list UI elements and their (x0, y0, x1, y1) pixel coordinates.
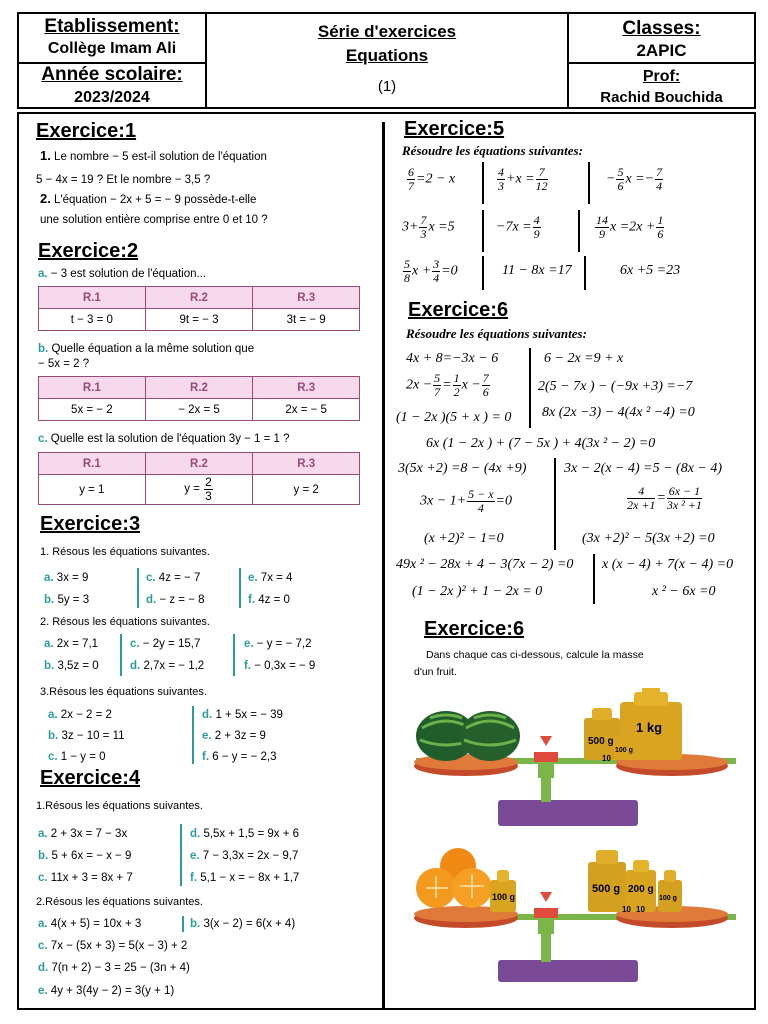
ex6-eq-14: 49x ² − 28x + 4 − 3(7x − 2) =0 (396, 557, 574, 572)
ex6-eq-6: 8x (2x −3) − 4(4x ² −4) =0 (542, 405, 695, 420)
ex1-q1-line1: Le nombre − 5 est-il solution de l'équation (54, 151, 267, 163)
ex3-p1-c: c. 4z = − 7 (146, 572, 201, 584)
ex5-instr: Résoudre les équations suivantes: (402, 143, 583, 158)
ex2-b-val-3: 2x = − 5 (253, 399, 360, 421)
weight-label-500g-right: 500 g (592, 883, 621, 895)
ex2-c-frac-den: 3 (205, 489, 212, 503)
ex6-eq-9: 3x − 2(x − 4) =5 − (8x − 4) (564, 461, 723, 476)
ex3-p3-a: a. 2x − 2 = 2 (48, 709, 112, 721)
ex6-eq-10: 3x − 1+ $\frac{5 - x}{4}$ =0 (420, 487, 512, 515)
weight-label-1kg: 1 kg (636, 720, 663, 735)
ex2-c-text: Quelle est la solution de l'équation 3y − 1 = 1 ? (50, 433, 290, 445)
ex1-q1-line2: 5 − 4x = 19 ? Et le nombre − 3,5 ? (36, 174, 211, 186)
ex3-p3-b: b. 3z − 10 = 11 (48, 730, 125, 742)
ex3-p2-b: b. 3,5z = 0 (44, 660, 99, 672)
ex2-c-frac-num: 2 (205, 475, 212, 490)
ex1-q1-number: 1. (40, 148, 51, 163)
ex2-c-head-3: R.3 (253, 453, 360, 475)
ex3-p1-a: a. 3x = 9 (44, 572, 89, 584)
ex3-p1: 1. Résous les équations suivantes. (40, 546, 210, 558)
ex2-c-val-3: y = 2 (253, 475, 360, 505)
ex4-p1-e: e. 7 − 3,3x = 2x − 9,7 (190, 850, 299, 862)
ex7-text-2: d'un fruit. (414, 666, 457, 678)
weight-label-10-a: 10 (622, 905, 631, 914)
ex2-a-text: − 3 est solution de l'équation... (50, 268, 207, 280)
weight-label-100g-right: 100 g (659, 895, 677, 902)
ex3-p3-c: c. 1 − y = 0 (48, 751, 106, 763)
balance-watermelon-illustration (408, 688, 744, 838)
ex2-c-table (38, 452, 360, 505)
ex2-c-val-2: y = (184, 483, 204, 496)
ex4-p1: 1.Résous les équations suivantes. (36, 800, 203, 812)
ex7-title: Exercice:6 (424, 618, 525, 640)
orange-icon (416, 848, 492, 908)
ex2-a-val-3: 3t = − 9 (253, 309, 360, 331)
ex4-p2-a: a. 4(x + 5) = 10x + 3 (38, 918, 142, 930)
ex2-c-val-1: y = 1 (39, 475, 146, 505)
ex4-p2-d: d. 7(n + 2) − 3 = 25 − (3n + 4) (38, 962, 190, 974)
ex5-eq-8: 11 − 8x =17 (502, 263, 572, 278)
ex6-eq-17: x ² − 6x =0 (652, 584, 716, 599)
weight-label-200g: 200 g (628, 884, 654, 895)
watermelon-icon (416, 711, 520, 761)
ex6-eq-7: 6x (1 − 2x ) + (7 − 5x ) + 4(3x ² − 2) =0 (426, 436, 656, 451)
ex3-p2: 2. Résous les équations suivantes. (40, 616, 210, 628)
ex6-eq-15: x (x − 4) + 7(x − 4) =0 (602, 557, 734, 572)
ex2-c-head-2: R.2 (145, 453, 253, 475)
ex4-p2-b: b. 3(x − 2) = 6(x + 4) (190, 918, 296, 930)
ex2-title: Exercice:2 (38, 240, 139, 262)
ex4-p2-c: c. 7x − (5x + 3) = 5(x − 3) + 2 (38, 940, 188, 952)
header-box (17, 12, 756, 109)
ex3-p3-f: f. 6 − y = − 2,3 (202, 751, 277, 763)
ex2-b-head-2: R.2 (145, 377, 253, 399)
ex2-b-val-1: 5x = − 2 (39, 399, 146, 421)
ex2-a-head-3: R.3 (253, 287, 360, 309)
ex3-p3: 3.Résous les équations suivantes. (40, 686, 207, 698)
ex1-title: Exercice:1 (36, 120, 137, 142)
ex6-eq-16: (1 − 2x )² + 1 − 2x = 0 (412, 584, 543, 599)
ex3-p3-d: d. 1 + 5x = − 39 (202, 709, 283, 721)
ex2-a-head-1: R.1 (39, 287, 146, 309)
ex5-eq-1: $\frac{6}{7}$ =2 − x (408, 165, 456, 193)
ex4-title: Exercice:4 (40, 767, 141, 789)
ex6-title: Exercice:6 (408, 299, 509, 321)
ex2-a-val-1: t − 3 = 0 (39, 309, 146, 331)
ex3-p2-a: a. 2x = 7,1 (44, 638, 99, 650)
ex1-q2-line1: L'équation − 2x + 5 = − 9 possède-t-elle (54, 194, 257, 206)
ex2-a-label: a. (38, 268, 48, 280)
ex3-p1-f: f. 4z = 0 (248, 594, 290, 606)
ex2-b-val-2: − 2x = 5 (145, 399, 253, 421)
serie-subject: Equations (345, 46, 429, 65)
ex2-a-table (38, 286, 360, 331)
ex6-eq-3: 2x − $\frac{5}{7}$ = $\frac{1}{2}$ x − $\frac{7}{6}$ (406, 371, 489, 399)
ex5-title: Exercice:5 (404, 118, 505, 140)
ex6-eq-2: 6 − 2x =9 + x (544, 351, 624, 366)
ex7-text-1: Dans chaque cas ci-dessous, calcule la masse (426, 649, 644, 661)
ex2-c-fraction (204, 476, 213, 502)
weight-label-100g-left: 100 g (492, 892, 516, 902)
weight-label-500g: 500 g (588, 736, 614, 747)
ex5-eq-4: 3+ $\frac{7}{3}$ x =5 (402, 213, 455, 241)
ex6-eq-11: $\frac{4}{2x +1}$ = $\frac{6x - 1}{\text{3x ² +1}}$ (627, 484, 702, 512)
classes-label: Classes: (622, 18, 701, 39)
weight-100g-left-icon (490, 870, 516, 912)
ex2-b-table (38, 376, 360, 421)
ex2-a-head-2: R.2 (145, 287, 253, 309)
ex4-p1-c: c. 11x + 3 = 8x + 7 (38, 872, 133, 884)
ex4-p2: 2.Résous les équations suivantes. (36, 896, 203, 908)
annee-label: Année scolaire: (41, 64, 183, 85)
ex4-p1-f: f. 5,1 − x = − 8x + 1,7 (190, 872, 300, 884)
weight-100g-right-icon (658, 870, 682, 912)
ex5-eq-7: $\frac{5}{8}$ x + $\frac{3}{4}$ =0 (404, 257, 458, 285)
annee-value: 2023/2024 (74, 89, 150, 106)
ex4-p1-a: a. 2 + 3x = 7 − 3x (38, 828, 128, 840)
ex6-eq-5: (1 − 2x )(5 + x ) = 0 (396, 410, 512, 425)
ex3-p2-d: d. 2,7x = − 1,2 (130, 660, 205, 672)
ex1-q2-number: 2. (40, 191, 51, 206)
etab-value: Collège Imam Ali (47, 40, 177, 57)
ex2-c-head-1: R.1 (39, 453, 146, 475)
ex6-instr: Résoudre les équations suivantes: (406, 326, 587, 341)
balance-orange-illustration (408, 840, 744, 990)
ex3-p1-d: d. − z = − 8 (146, 594, 205, 606)
weight-label-100g: 100 g (615, 747, 633, 754)
weight-label-10: 10 (602, 754, 611, 763)
ex4-p2-e: e. 4y + 3(4y − 2) = 3(y + 1) (38, 985, 175, 997)
ex3-p1-e: e. 7x = 4 (248, 572, 293, 584)
ex5-eq-9: 6x +5 =23 (620, 263, 681, 278)
ex6-eq-12: (x +2)² − 1=0 (424, 531, 504, 546)
ex6-eq-4: 2(5 − 7x ) − (−9x +3) =−7 (538, 379, 693, 394)
ex2-a-val-2: 9t = − 3 (145, 309, 253, 331)
ex3-p2-f: f. − 0,3x = − 9 (244, 660, 316, 672)
ex2-b-text-2: − 5x = 2 ? (38, 358, 90, 370)
ex3-p2-c: c. − 2y = 15,7 (130, 638, 201, 650)
serie-number: (1) (377, 78, 397, 95)
ex3-p3-e: e. 2 + 3z = 9 (202, 730, 266, 742)
ex4-p1-b: b. 5 + 6x = − x − 9 (38, 850, 132, 862)
ex2-c-val-2-cell (145, 475, 253, 505)
ex5-eq-5: −7x = $\frac{4}{9}$ (496, 213, 540, 241)
ex1-q2-line2: une solution entière comprise entre 0 et 10 ? (40, 214, 268, 226)
serie-title: Série d'exercices (317, 22, 457, 41)
ex3-p1-b: b. 5y = 3 (44, 594, 90, 606)
ex4-p1-d: d. 5,5x + 1,5 = 9x + 6 (190, 828, 300, 840)
ex6-eq-8: 3(5x +2) =8 − (4x +9) (398, 461, 527, 476)
ex2-b-label: b. (38, 343, 49, 355)
ex2-b-head-1: R.1 (39, 377, 146, 399)
ex2-b-head-3: R.3 (253, 377, 360, 399)
ex5-eq-6: $\frac{14}{9}$ x =2x + $\frac{1}{6}$ (596, 213, 664, 241)
weight-label-10-b: 10 (636, 905, 645, 914)
ex5-eq-3: − $\frac{5}{6}$ x =− $\frac{7}{4}$ (606, 165, 663, 193)
ex5-eq-2: $\frac{4}{3}$ +x = $\frac{7}{12}$ (498, 165, 548, 193)
prof-label: Prof: (642, 68, 681, 85)
ex2-c-label: c. (38, 433, 48, 445)
ex3-title: Exercice:3 (40, 513, 141, 535)
ex6-eq-13: (3x +2)² − 5(3x +2) =0 (582, 531, 715, 546)
weight-500g-right-icon (588, 850, 626, 912)
ex2-b-text-1: Quelle équation a la même solution que (51, 343, 255, 355)
ex6-eq-1: 4x + 8=−3x − 6 (406, 351, 499, 366)
classes-value: 2APIC (636, 41, 687, 60)
column-divider (382, 122, 385, 1010)
etab-label: Etablissement: (44, 16, 180, 37)
ex3-p2-e: e. − y = − 7,2 (244, 638, 312, 650)
prof-value: Rachid Bouchida (600, 89, 723, 106)
